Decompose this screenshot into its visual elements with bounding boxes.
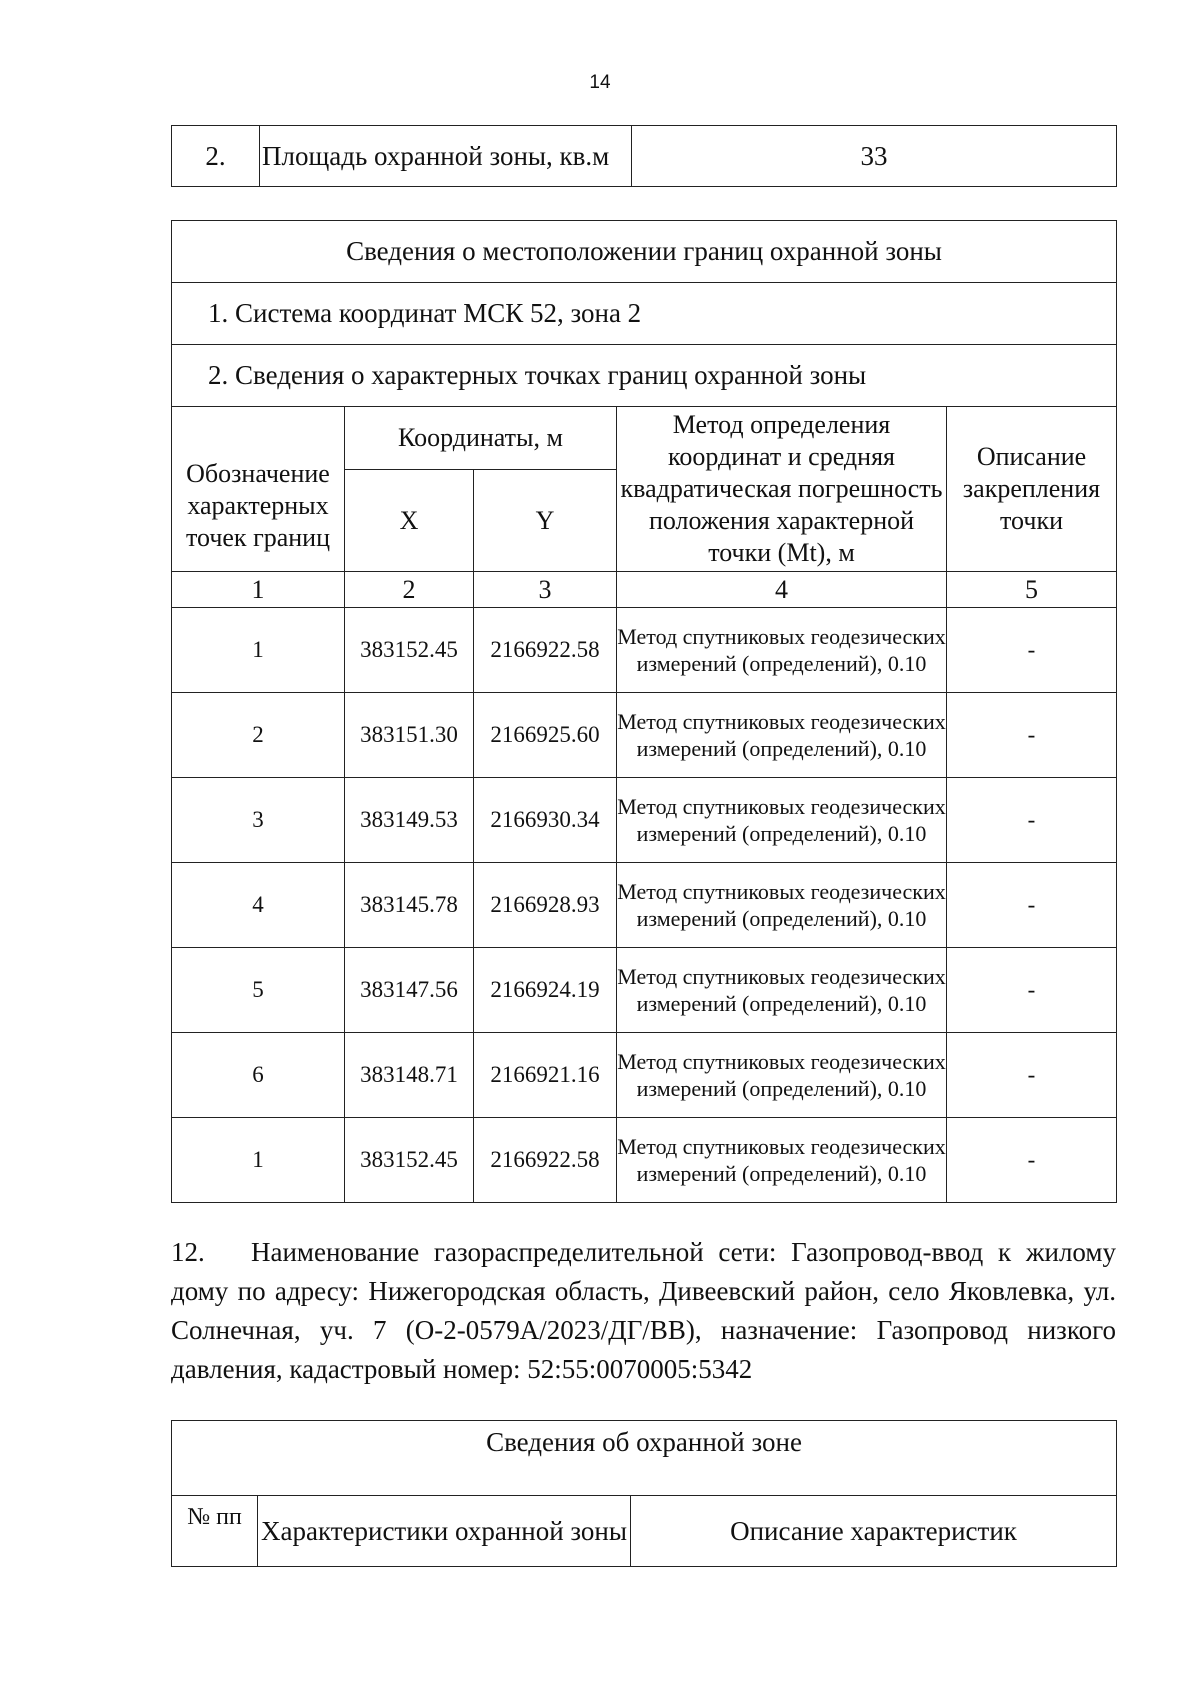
coordinate-x: 383151.30 (345, 693, 474, 778)
area-value: 33 (632, 126, 1117, 187)
header-method: Метод определения координат и средняя квадратическая погрешность положения характерной точки (Mt), м (617, 407, 947, 572)
protected-zone-info-table (171, 1420, 1117, 1567)
table-row (172, 1118, 1117, 1203)
section-12-paragraph (171, 1233, 1116, 1389)
coordinate-y: 2166922.58 (474, 1118, 617, 1203)
point-fixing-description: - (947, 608, 1117, 693)
header-description: Описание закрепления точки (947, 407, 1117, 572)
point-designation: 1 (172, 608, 345, 693)
page-number: 14 (589, 72, 611, 93)
point-fixing-description: - (947, 778, 1117, 863)
column-number: 3 (474, 572, 617, 608)
coordinate-y: 2166922.58 (474, 608, 617, 693)
coordinate-y: 2166930.34 (474, 778, 617, 863)
method-accuracy: Метод спутниковых геодезических измерений (определений), 0.10 (617, 948, 947, 1033)
method-accuracy: Метод спутниковых геодезических измерений (определений), 0.10 (617, 863, 947, 948)
point-designation: 2 (172, 693, 345, 778)
point-fixing-description: - (947, 1118, 1117, 1203)
point-designation: 4 (172, 863, 345, 948)
point-fixing-description: - (947, 863, 1117, 948)
table-row (172, 693, 1117, 778)
coordinate-x: 383147.56 (345, 948, 474, 1033)
table-row (172, 778, 1117, 863)
column-number: 1 (172, 572, 345, 608)
column-number: 4 (617, 572, 947, 608)
coordinate-x: 383152.45 (345, 1118, 474, 1203)
method-accuracy: Метод спутниковых геодезических измерений (определений), 0.10 (617, 1033, 947, 1118)
header-coordinates: Координаты, м (345, 407, 617, 470)
area-index: 2. (172, 126, 260, 187)
protected-zone-area-table (171, 125, 1117, 187)
points-title: 2. Сведения о характерных точках границ охранной зоны (172, 345, 1117, 407)
point-designation: 3 (172, 778, 345, 863)
method-accuracy: Метод спутниковых геодезических измерений (определений), 0.10 (617, 778, 947, 863)
zone-table-header-row (172, 1496, 1117, 1567)
section-number: 12. (171, 1237, 205, 1267)
column-numbers-row (172, 572, 1117, 608)
point-designation: 6 (172, 1033, 345, 1118)
boundary-coordinates-table (171, 220, 1117, 1203)
header-designation: Обозначение характерных точек границ (172, 407, 345, 572)
table-row (172, 1033, 1117, 1118)
boundary-table-title: Сведения о местоположении границ охранной зоны (172, 221, 1117, 283)
coordinate-y: 2166928.93 (474, 863, 617, 948)
point-designation: 1 (172, 1118, 345, 1203)
method-accuracy: Метод спутниковых геодезических измерений (определений), 0.10 (617, 693, 947, 778)
point-fixing-description: - (947, 948, 1117, 1033)
point-designation: 5 (172, 948, 345, 1033)
coordinate-x: 383145.78 (345, 863, 474, 948)
column-number: 5 (947, 572, 1117, 608)
header-row-1 (172, 407, 1117, 470)
coordinate-y: 2166925.60 (474, 693, 617, 778)
zone-table-title-row (172, 1421, 1117, 1496)
point-fixing-description: - (947, 1033, 1117, 1118)
coord-system-row (172, 283, 1117, 345)
header-characteristics: Характеристики охранной зоны (258, 1496, 631, 1567)
point-fixing-description: - (947, 693, 1117, 778)
header-x: X (345, 470, 474, 572)
header-row-number: № пп (172, 1496, 258, 1567)
table-row (172, 608, 1117, 693)
method-accuracy: Метод спутниковых геодезических измерений (определений), 0.10 (617, 1118, 947, 1203)
area-label: Площадь охранной зоны, кв.м (260, 126, 632, 187)
area-row (172, 126, 1117, 187)
table-row (172, 948, 1117, 1033)
coord-system: 1. Система координат МСК 52, зона 2 (172, 283, 1117, 345)
table-title-row (172, 221, 1117, 283)
zone-table-title: Сведения об охранной зоне (172, 1421, 1117, 1496)
points-title-row (172, 345, 1117, 407)
column-number: 2 (345, 572, 474, 608)
coordinate-y: 2166921.16 (474, 1033, 617, 1118)
table-row (172, 863, 1117, 948)
coordinate-x: 383149.53 (345, 778, 474, 863)
coordinate-x: 383152.45 (345, 608, 474, 693)
coordinate-x: 383148.71 (345, 1033, 474, 1118)
header-characteristics-description: Описание характеристик (631, 1496, 1117, 1567)
method-accuracy: Метод спутниковых геодезических измерений (определений), 0.10 (617, 608, 947, 693)
section-text: Наименование газораспределительной сети: Газопровод-ввод к жилому дому по адресу: Нижегородская область, Дивеевский район, село Яковлевка, ул. Солнечная, уч. 7 (О-2-0579А/2023/ДГ/ВВ), назначение: Газопровод низкого давления, кадастровый номер: 52:55:0070005:5342 (171, 1237, 1116, 1384)
header-y: Y (474, 470, 617, 572)
coordinate-y: 2166924.19 (474, 948, 617, 1033)
